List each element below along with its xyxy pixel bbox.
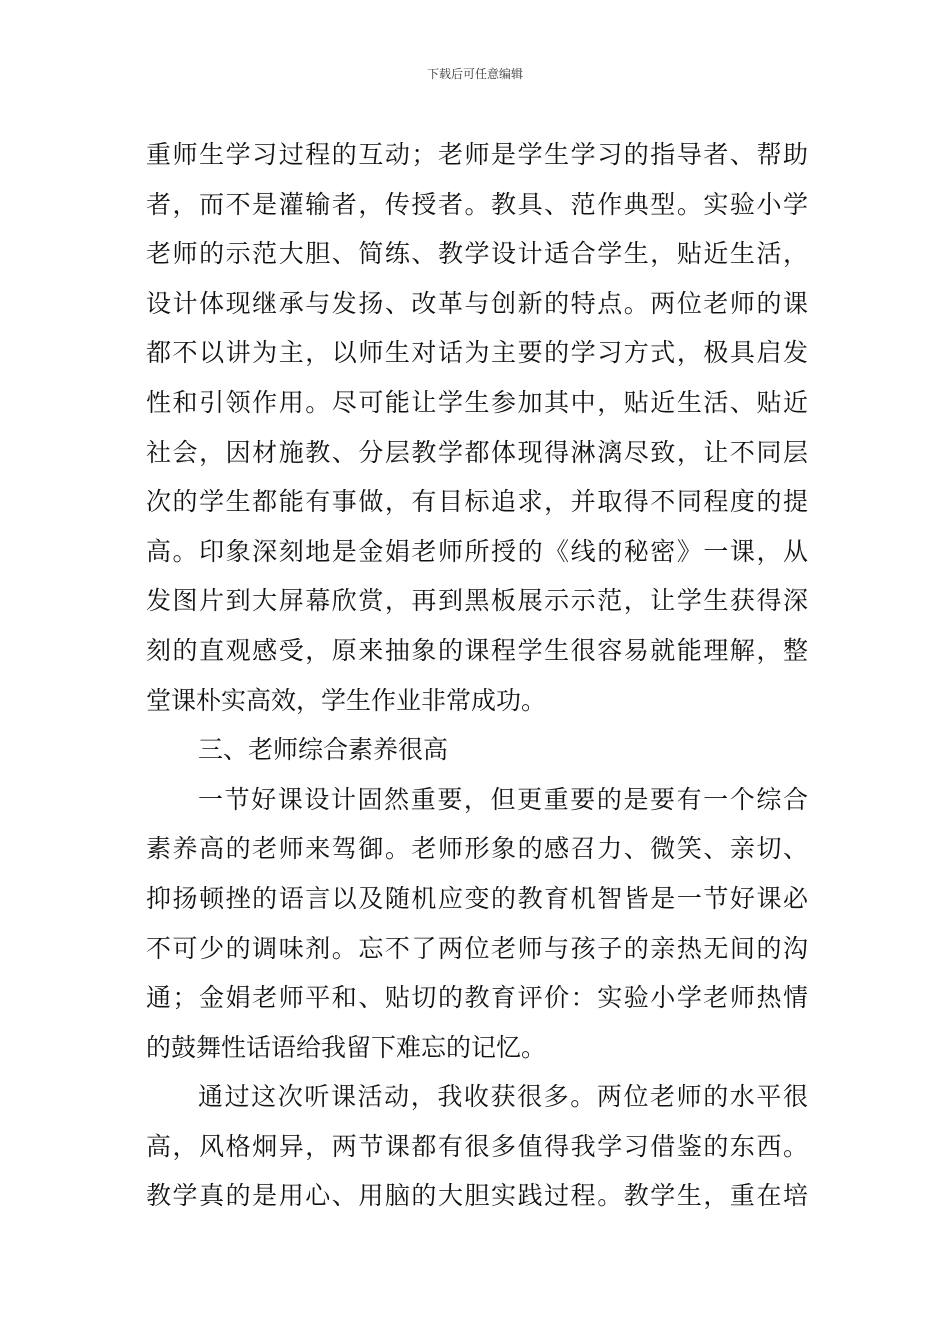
text-line: 堂课朴实高效，学生作业非常成功。 (146, 685, 547, 715)
text-line: 发图片到大屏幕欣赏，再到黑板展示示范，让学生获得深 (146, 586, 808, 616)
text-line: 高，风格炯异，两节课都有很多值得我学习借鉴的东西。 (146, 1131, 808, 1161)
text-line: 教学真的是用心、用脑的大胆实践过程。教学生，重在培 (146, 1181, 808, 1211)
text-line: 通；金娟老师平和、贴切的教育评价：实验小学老师热情 (146, 983, 808, 1013)
text-line: 次的学生都能有事做，有目标追求，并取得不同程度的提 (146, 487, 808, 517)
text-line: 性和引领作用。尽可能让学生参加其中，贴近生活、贴近 (146, 387, 808, 417)
text-line: 者，而不是灌输者，传授者。教具、范作典型。实验小学 (146, 189, 808, 219)
text-line: 都不以讲为主，以师生对话为主要的学习方式，极具启发 (146, 338, 808, 368)
text-line: 刻的直观感受，原来抽象的课程学生很容易就能理解，整 (146, 635, 808, 665)
text-line: 设计体现继承与发扬、改革与创新的特点。两位老师的课 (146, 288, 808, 318)
text-line: 素养高的老师来驾御。老师形象的感召力、微笑、亲切、 (146, 834, 808, 864)
text-line: 高。印象深刻地是金娟老师所授的《线的秘密》一课，从 (146, 536, 808, 566)
text-line: 一节好课设计固然重要，但更重要的是要有一个综合 (198, 784, 808, 814)
text-line: 抑扬顿挫的语言以及随机应变的教育机智皆是一节好课必 (146, 883, 808, 913)
section-heading: 三、老师综合素养很高 (198, 735, 449, 765)
document-body (146, 130, 808, 1221)
text-line: 的鼓舞性话语给我留下难忘的记忆。 (146, 1032, 547, 1062)
text-line: 重师生学习过程的互动；老师是学生学习的指导者、帮助 (146, 140, 808, 169)
text-line: 社会，因材施教、分层教学都体现得淋漓尽致，让不同层 (146, 437, 808, 467)
text-line: 通过这次听课活动，我收获很多。两位老师的水平很 (198, 1082, 808, 1112)
text-line: 不可少的调味剂。忘不了两位老师与孩子的亲热无间的沟 (146, 933, 808, 963)
text-line: 老师的示范大胆、简练、教学设计适合学生，贴近生活， (146, 239, 808, 269)
page-header: 下载后可任意编辑 (426, 67, 523, 81)
